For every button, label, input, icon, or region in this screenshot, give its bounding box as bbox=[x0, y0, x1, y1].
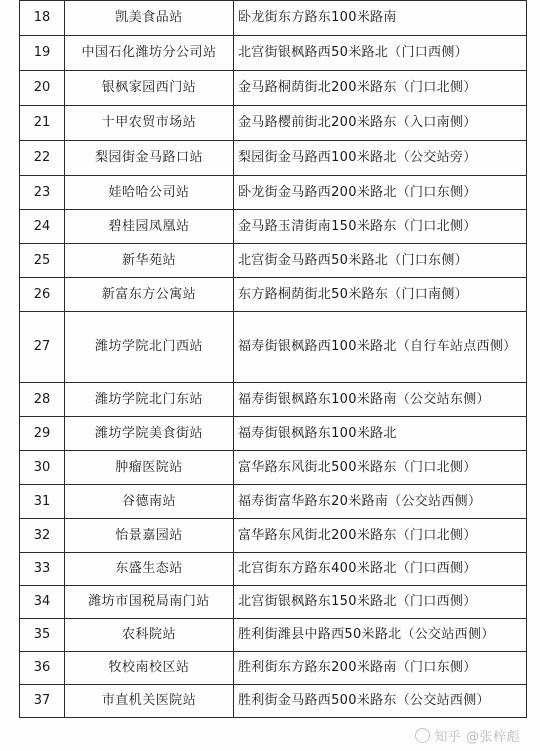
station-location: 北宫街银枫路东150米路北（门口西侧） bbox=[234, 586, 527, 619]
row-number: 37 bbox=[20, 685, 65, 718]
table-row bbox=[20, 278, 527, 312]
row-number: 21 bbox=[20, 106, 65, 141]
table-row bbox=[20, 141, 527, 176]
row-number: 20 bbox=[20, 71, 65, 106]
station-location: 北宫街金马路西50米路北（门口东侧） bbox=[234, 244, 527, 278]
row-number: 30 bbox=[20, 451, 65, 485]
table-row bbox=[20, 553, 527, 586]
station-name: 牧校南校区站 bbox=[65, 652, 234, 685]
table-row bbox=[20, 586, 527, 619]
station-location: 福寿街银枫路东100米路北 bbox=[234, 417, 527, 451]
table-row bbox=[20, 210, 527, 244]
table-row bbox=[20, 383, 527, 417]
station-location: 胜利街东方路东200米路南（门口东侧） bbox=[234, 652, 527, 685]
station-name: 怡景嘉园站 bbox=[65, 519, 234, 553]
table-row bbox=[20, 619, 527, 652]
station-name: 新华苑站 bbox=[65, 244, 234, 278]
station-location: 梨园街金马路西100米路北（公交站旁） bbox=[234, 141, 527, 176]
table-row bbox=[20, 244, 527, 278]
row-number: 31 bbox=[20, 485, 65, 519]
row-number: 34 bbox=[20, 586, 65, 619]
station-name: 中国石化潍坊分公司站 bbox=[65, 36, 234, 71]
station-location: 东方路桐荫街北50米路东（门口南侧） bbox=[234, 278, 527, 312]
row-number: 33 bbox=[20, 553, 65, 586]
station-name: 娃哈哈公司站 bbox=[65, 176, 234, 210]
row-number: 28 bbox=[20, 383, 65, 417]
row-number: 32 bbox=[20, 519, 65, 553]
table-row bbox=[20, 36, 527, 71]
row-number: 25 bbox=[20, 244, 65, 278]
station-name: 凯美食品站 bbox=[65, 1, 234, 36]
station-name: 市直机关医院站 bbox=[65, 685, 234, 718]
row-number: 22 bbox=[20, 141, 65, 176]
station-name: 东盛生态站 bbox=[65, 553, 234, 586]
station-name: 新富东方公寓站 bbox=[65, 278, 234, 312]
table-row bbox=[20, 417, 527, 451]
row-number: 23 bbox=[20, 176, 65, 210]
station-location: 胜利街金马路西500米路东（公交站西侧） bbox=[234, 685, 527, 718]
station-location: 卧龙街东方路东100米路南 bbox=[234, 1, 527, 36]
row-number: 36 bbox=[20, 652, 65, 685]
station-name: 潍坊学院美食街站 bbox=[65, 417, 234, 451]
table-row bbox=[20, 485, 527, 519]
table-row bbox=[20, 685, 527, 718]
station-name: 潍坊学院北门西站 bbox=[65, 312, 234, 383]
table-row bbox=[20, 519, 527, 553]
watermark-text: 知乎 @张梓彪 bbox=[434, 730, 520, 745]
station-name: 潍坊学院北门东站 bbox=[65, 383, 234, 417]
station-location: 福寿街富华路东20米路南（公交站西侧） bbox=[234, 485, 527, 519]
station-name: 梨园街金马路口站 bbox=[65, 141, 234, 176]
station-location: 北宫街银枫路西50米路北（门口西侧） bbox=[234, 36, 527, 71]
row-number: 35 bbox=[20, 619, 65, 652]
station-name: 碧桂园凤凰站 bbox=[65, 210, 234, 244]
station-location: 金马路樱前街北200米路东（入口南侧） bbox=[234, 106, 527, 141]
row-number: 18 bbox=[20, 1, 65, 36]
station-location: 富华路东风街北500米路东（门口北侧） bbox=[234, 451, 527, 485]
station-location: 金马路玉清街南150米路东（门口北侧） bbox=[234, 210, 527, 244]
station-location: 福寿街银枫路西100米路北（自行车站点西侧） bbox=[234, 312, 527, 383]
station-table bbox=[19, 0, 527, 718]
station-name: 谷德南站 bbox=[65, 485, 234, 519]
station-name: 肿瘤医院站 bbox=[65, 451, 234, 485]
table-row bbox=[20, 176, 527, 210]
zhihu-logo-icon bbox=[415, 728, 430, 743]
station-location: 胜利街潍县中路西50米路北（公交站西侧） bbox=[234, 619, 527, 652]
row-number: 26 bbox=[20, 278, 65, 312]
station-location: 卧龙街金马路西200米路北（门口东侧） bbox=[234, 176, 527, 210]
station-name: 银枫家园西门站 bbox=[65, 71, 234, 106]
station-name: 十甲农贸市场站 bbox=[65, 106, 234, 141]
table-row bbox=[20, 652, 527, 685]
station-location: 金马路桐荫街北200米路东（门口北侧） bbox=[234, 71, 527, 106]
table-row bbox=[20, 312, 527, 383]
station-location: 富华路东风街北200米路东（门口北侧） bbox=[234, 519, 527, 553]
table-row bbox=[20, 1, 527, 36]
station-location: 福寿街银枫路东100米路南（公交站东侧） bbox=[234, 383, 527, 417]
station-name: 农科院站 bbox=[65, 619, 234, 652]
row-number: 29 bbox=[20, 417, 65, 451]
table-row bbox=[20, 71, 527, 106]
station-location: 北宫街东方路东400米路北（门口西侧） bbox=[234, 553, 527, 586]
row-number: 24 bbox=[20, 210, 65, 244]
table-row bbox=[20, 106, 527, 141]
row-number: 27 bbox=[20, 312, 65, 383]
station-table-body bbox=[20, 1, 527, 718]
table-row bbox=[20, 451, 527, 485]
station-name: 潍坊市国税局南门站 bbox=[65, 586, 234, 619]
watermark bbox=[415, 726, 520, 745]
row-number: 19 bbox=[20, 36, 65, 71]
